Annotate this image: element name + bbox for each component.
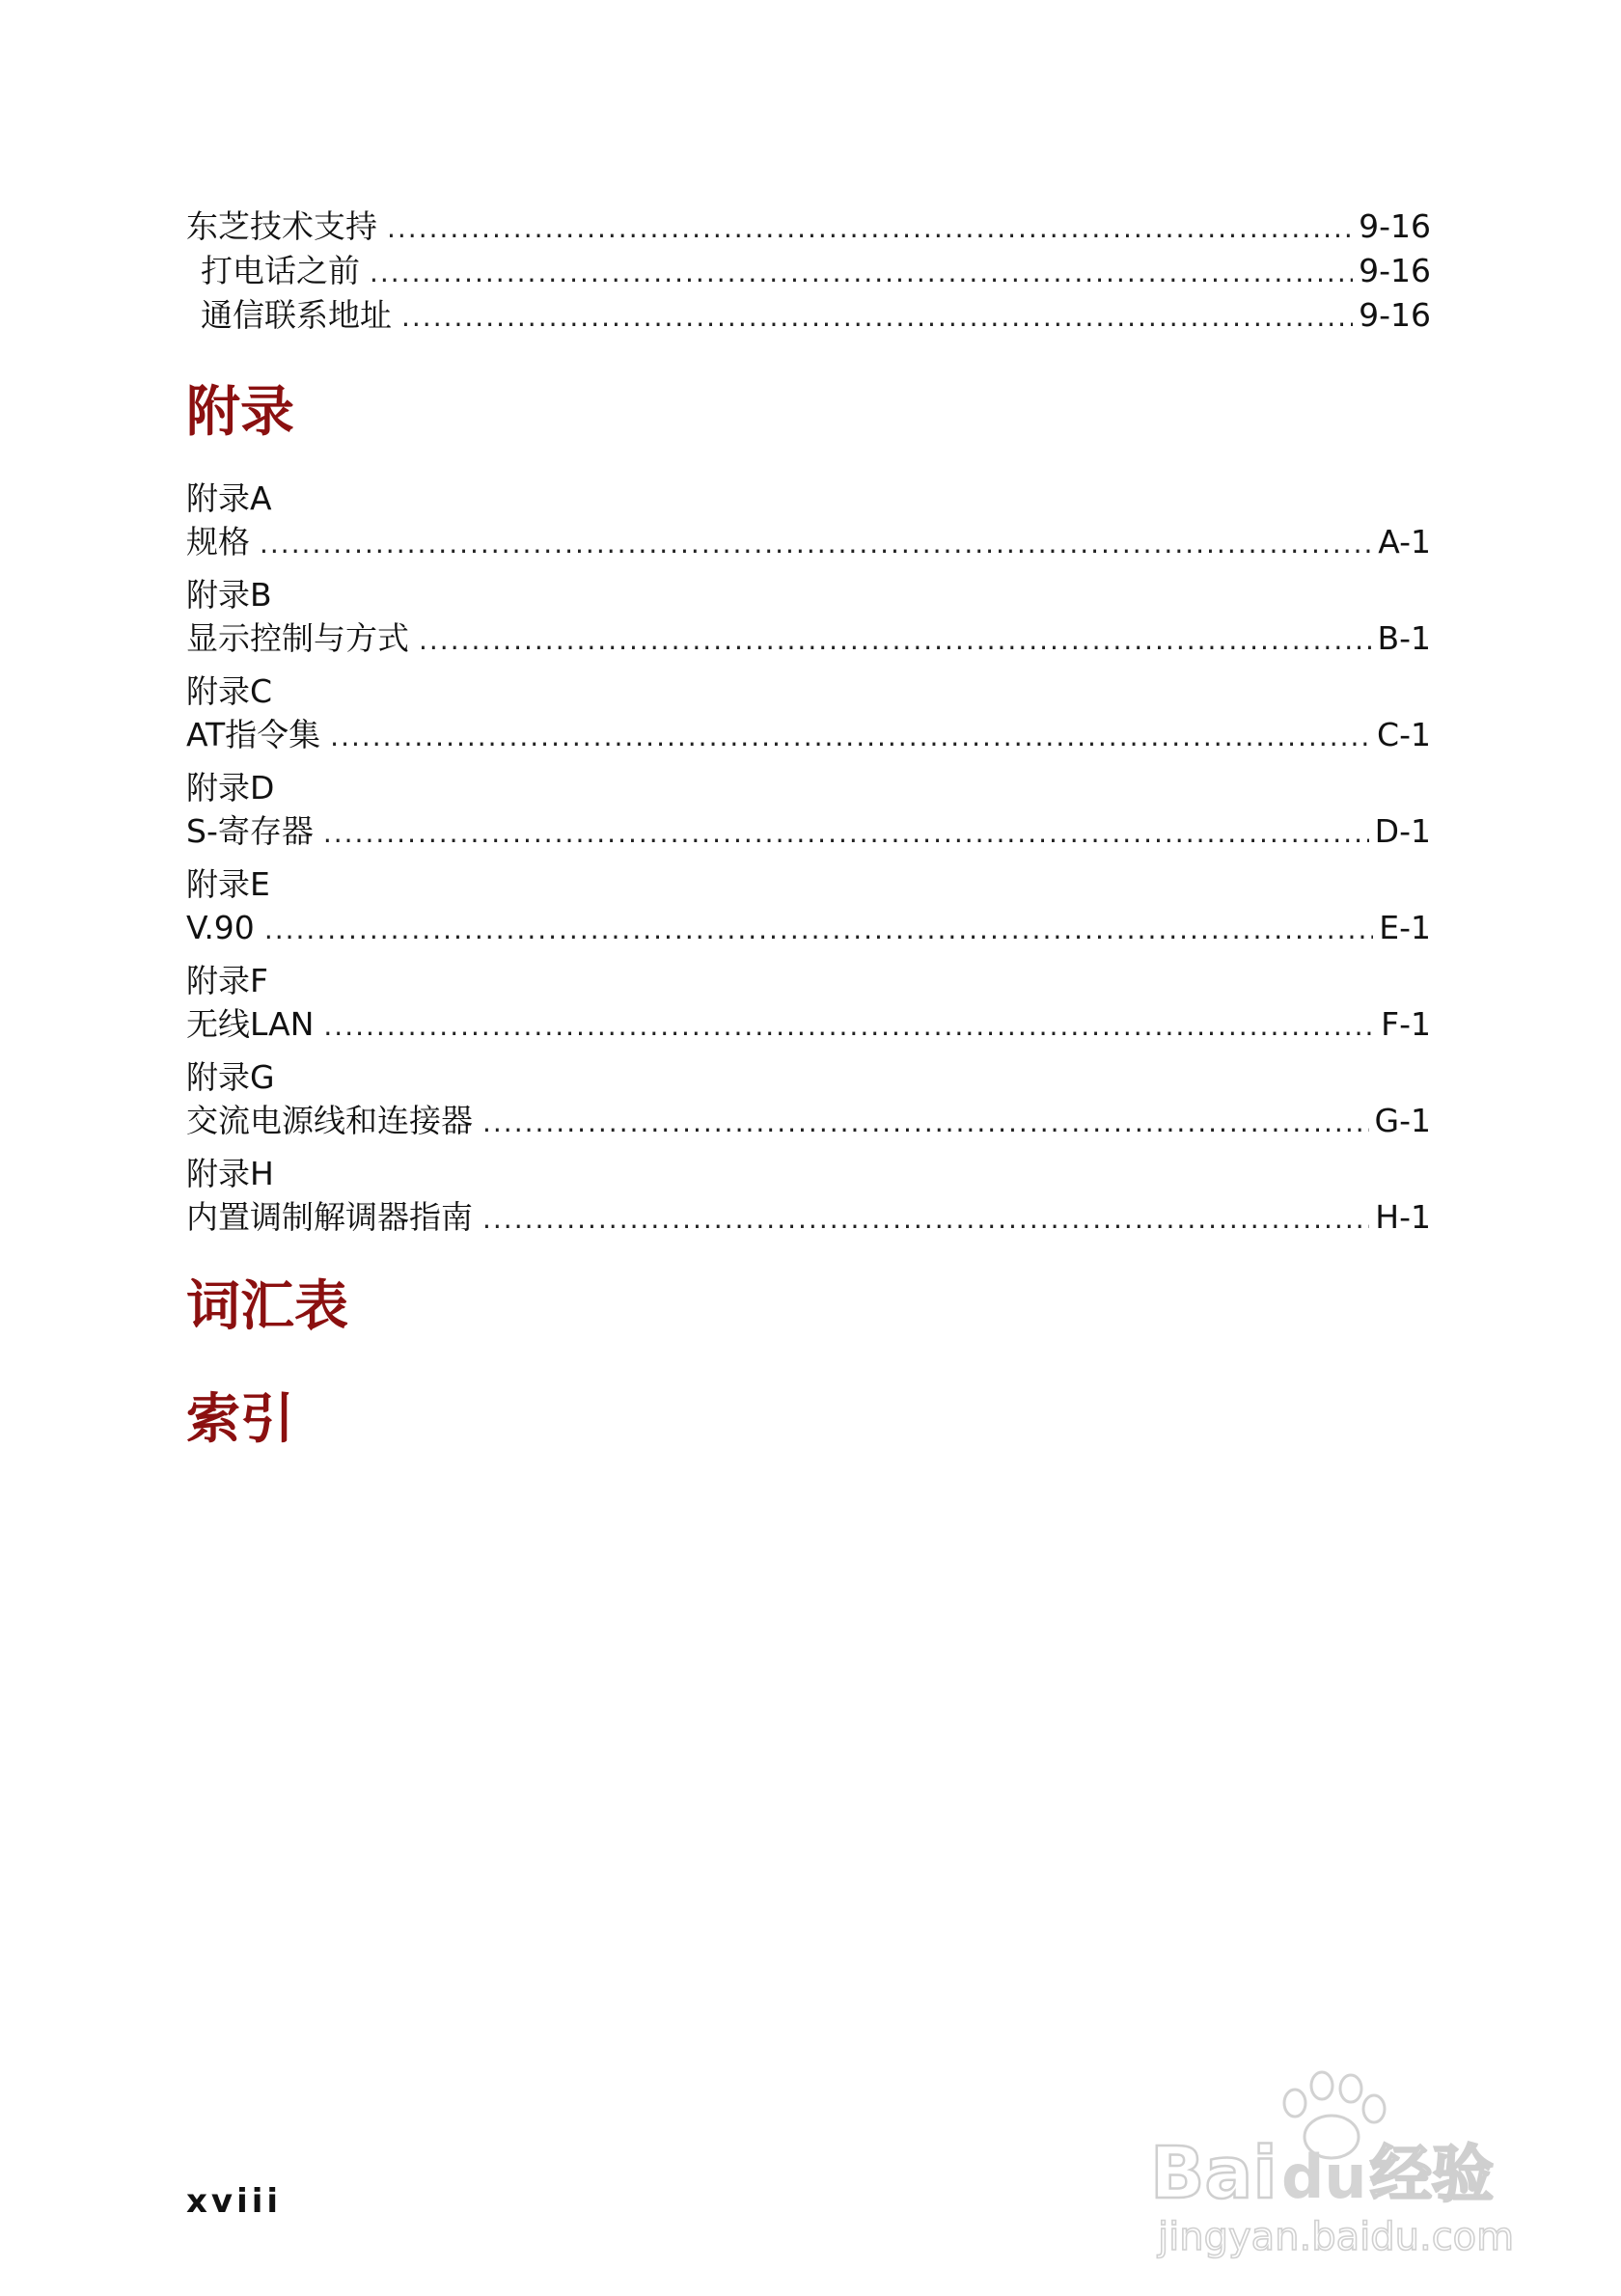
appendix-label: 附录A: [186, 479, 272, 517]
toc-entry-label: V.90: [186, 909, 255, 946]
toc-entry[interactable]: [201, 293, 1431, 338]
toc-entry[interactable]: [186, 713, 1431, 757]
toc-entry[interactable]: [186, 1002, 1431, 1047]
appendix-label: 附录D: [186, 769, 275, 806]
leader-dots: [419, 618, 1371, 663]
toc-entry[interactable]: [186, 205, 1431, 249]
leader-dots: [387, 206, 1353, 251]
toc-entry-page: 9-16: [1359, 207, 1431, 245]
toc-entry-page: C-1: [1377, 716, 1431, 753]
section-heading-appendix: 附录: [186, 381, 294, 444]
appendix-label: 附录F: [186, 962, 268, 999]
appendix-label: 附录E: [186, 865, 270, 903]
appendix-label: 附录C: [186, 672, 273, 710]
leader-dots: [330, 715, 1371, 759]
appendix-label: 附录H: [186, 1155, 274, 1192]
watermark-brand-tail: du: [1281, 2142, 1367, 2212]
toc-entry-label: 无线LAN: [186, 1005, 315, 1043]
section-heading-index[interactable]: 索引: [186, 1388, 294, 1451]
toc-entry-page: 9-16: [1359, 296, 1431, 334]
watermark-url: jingyan.baidu.com: [1158, 2215, 1515, 2259]
toc-entry-label: 通信联系地址: [201, 296, 392, 334]
toc-entry[interactable]: [186, 809, 1431, 854]
watermark-brand: Bai: [1150, 2132, 1278, 2215]
toc-entry-label: S-寄存器: [186, 812, 314, 850]
toc-entry-label: AT指令集: [186, 716, 321, 753]
leader-dots: [260, 522, 1372, 566]
leader-dots: [482, 1197, 1369, 1242]
toc-entry-page: B-1: [1377, 619, 1431, 657]
leader-dots: [482, 1101, 1369, 1145]
toc-entry-page: E-1: [1379, 909, 1431, 946]
toc-entry-label: 规格: [186, 523, 250, 560]
toc-entry[interactable]: [186, 520, 1431, 564]
toc-entry-label: 显示控制与方式: [186, 619, 409, 657]
toc-entry[interactable]: [201, 249, 1431, 293]
toc-entry-page: D-1: [1374, 812, 1431, 850]
toc-entry-label: 东芝技术支持: [186, 207, 377, 245]
toc-entry-page: A-1: [1378, 523, 1431, 560]
toc-entry-page: 9-16: [1359, 252, 1431, 289]
leader-dots: [264, 908, 1373, 952]
toc-entry[interactable]: [186, 616, 1431, 661]
toc-entry-page: G-1: [1374, 1102, 1431, 1139]
toc-entry[interactable]: [186, 906, 1431, 950]
footer-page-number: xviii: [186, 2182, 283, 2221]
toc-entry[interactable]: [186, 1195, 1431, 1240]
leader-dots: [323, 1004, 1375, 1049]
baidu-watermark-logo: [1139, 2045, 1544, 2267]
toc-entry-label: 交流电源线和连接器: [186, 1102, 473, 1139]
toc-entry[interactable]: [186, 1099, 1431, 1143]
leader-dots: [323, 811, 1369, 856]
toc-entry-label: 内置调制解调器指南: [186, 1198, 473, 1236]
appendix-label: 附录B: [186, 576, 272, 614]
watermark-brand-cn: 经验: [1370, 2140, 1494, 2211]
leader-dots: [370, 251, 1353, 295]
toc-entry-page: F-1: [1381, 1005, 1431, 1043]
section-heading-glossary[interactable]: 词汇表: [186, 1275, 348, 1338]
appendix-label: 附录G: [186, 1058, 275, 1096]
leader-dots: [401, 295, 1353, 340]
toc-entry-label: 打电话之前: [201, 252, 360, 289]
toc-entry-page: H-1: [1375, 1198, 1431, 1236]
